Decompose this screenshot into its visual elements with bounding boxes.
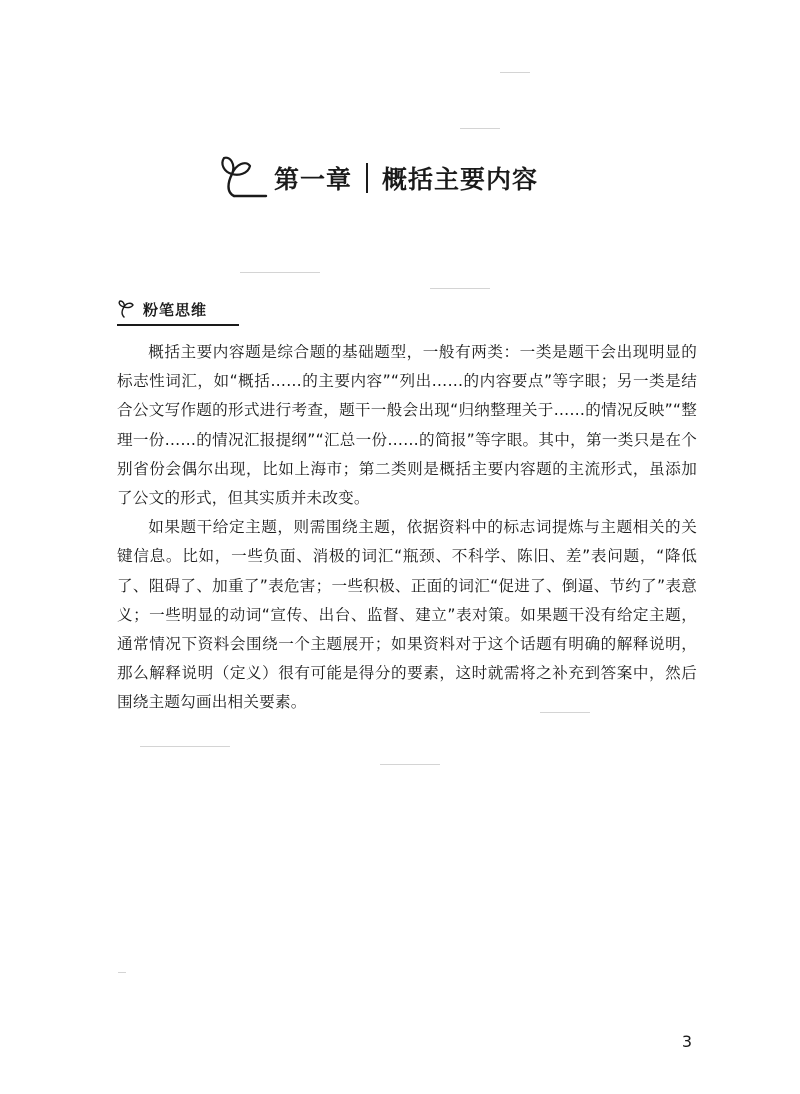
chapter-title: 概括主要内容	[382, 165, 539, 194]
page-number: 3	[681, 1032, 692, 1051]
section-title: 粉笔思维	[143, 300, 208, 319]
sprout-small-icon	[117, 300, 137, 318]
sprout-icon	[218, 152, 268, 198]
chapter-number: 第一章	[274, 165, 353, 194]
paragraph-2: 如果题干给定主题，则需围绕主题，依据资料中的标志词提炼与主题相关的关键信息。比如，一些负面、消极的词汇“瓶颈、不科学、陈旧、差”表问题，“降低了、阻碍了、加重了”表危害；一些积极、正面的词汇“促进了、倒逼、节约了”表意义；一些明显的动词“宣传、出台、监督、建立”表对策。如果题干没有给定主题，通常情况下资料会围绕一个主题展开；如果资料对于这个话题有明确的解释说明，那么解释说明（定义）很有可能是得分的要素，这时就需将之补充到答案中，然后围绕主题勾画出相关要素。	[117, 518, 697, 712]
chapter-divider	[366, 163, 368, 193]
chapter-header	[218, 148, 538, 208]
section-header	[117, 294, 239, 326]
body-text	[117, 338, 697, 718]
paragraph-1: 概括主要内容题是综合题的基础题型，一般有两类：一类是题干会出现明显的标志性词汇，如“概括……的主要内容”“列出……的内容要点”等字眼；另一类是结合公文写作题的形式进行考查，题干一般会出现“归纳整理关于……的情况反映”“整理一份……的情况汇报提纲”“汇总一份……的简报”等字眼。其中，第一类只是在个别省份会偶尔出现，比如上海市；第二类则是概括主要内容题的主流形式，虽添加了公文的形式，但其实质并未改变。	[117, 343, 697, 508]
